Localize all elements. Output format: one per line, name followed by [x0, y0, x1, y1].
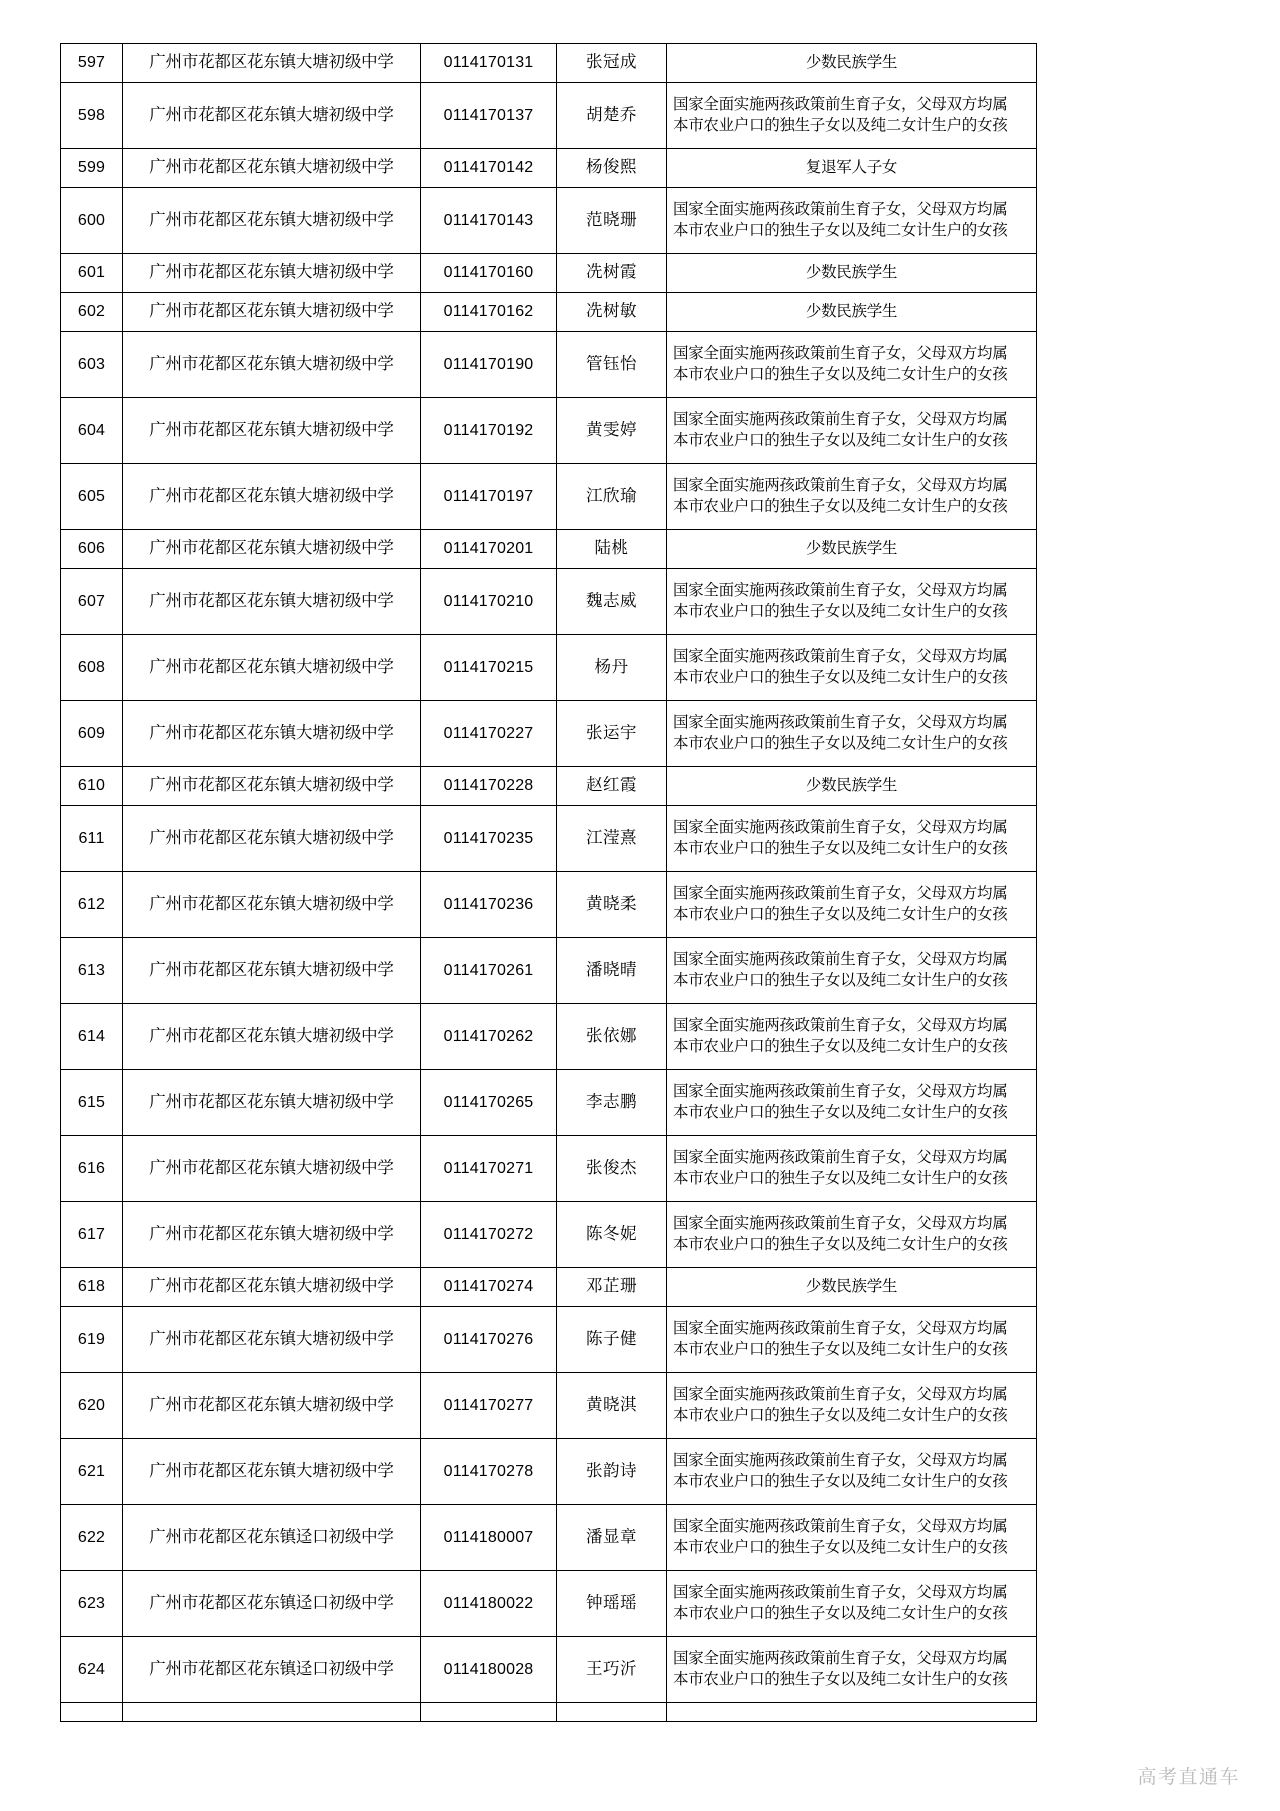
row-index-cell: 622 — [61, 1505, 123, 1571]
table-row — [61, 1202, 1037, 1268]
row-index-cell: 607 — [61, 569, 123, 635]
school-name-cell: 广州市花都区花东镇大塘初级中学 — [123, 530, 421, 569]
reason-line-1: 国家全面实施两孩政策前生育子女，父母双方均属 — [673, 582, 1008, 600]
table-row — [61, 530, 1037, 569]
student-id-cell: 0114170131 — [421, 44, 557, 83]
row-index-cell: 608 — [61, 635, 123, 701]
student-name-cell: 张运宇 — [557, 701, 667, 767]
student-name-cell: 黄雯婷 — [557, 398, 667, 464]
student-name-cell: 张俊杰 — [557, 1136, 667, 1202]
reason-line-1: 国家全面实施两孩政策前生育子女，父母双方均属 — [673, 885, 1008, 903]
row-index-cell: 618 — [61, 1268, 123, 1307]
partial-cell — [557, 1703, 667, 1722]
student-id-cell: 0114170278 — [421, 1439, 557, 1505]
table-row — [61, 701, 1037, 767]
school-name-cell: 广州市花都区花东镇大塘初级中学 — [123, 1136, 421, 1202]
reason-line-2: 本市农业户口的独生子女以及纯二女计生户的女孩 — [673, 1037, 1008, 1055]
reason-line-2: 本市农业户口的独生子女以及纯二女计生户的女孩 — [673, 734, 1008, 752]
partial-cell — [667, 1703, 1037, 1722]
row-index-cell: 623 — [61, 1571, 123, 1637]
reason-cell: 复退军人子女 — [667, 149, 1037, 188]
table-row — [61, 44, 1037, 83]
row-index-cell: 600 — [61, 188, 123, 254]
table-row — [61, 1637, 1037, 1703]
reason-cell — [667, 83, 1037, 149]
reason-line-2: 本市农业户口的独生子女以及纯二女计生户的女孩 — [673, 1169, 1008, 1187]
row-index-cell: 597 — [61, 44, 123, 83]
reason-line-1: 国家全面实施两孩政策前生育子女，父母双方均属 — [673, 951, 1008, 969]
reason-line-2: 本市农业户口的独生子女以及纯二女计生户的女孩 — [673, 1670, 1008, 1688]
student-name-cell: 李志鹏 — [557, 1070, 667, 1136]
student-id-cell: 0114170137 — [421, 83, 557, 149]
school-name-cell: 广州市花都区花东镇大塘初级中学 — [123, 806, 421, 872]
school-name-cell: 广州市花都区花东镇大塘初级中学 — [123, 872, 421, 938]
student-name-cell: 管钰怡 — [557, 332, 667, 398]
table-row — [61, 1136, 1037, 1202]
reason-line-1: 国家全面实施两孩政策前生育子女，父母双方均属 — [673, 411, 1008, 429]
student-id-cell: 0114170162 — [421, 293, 557, 332]
student-name-cell: 张韵诗 — [557, 1439, 667, 1505]
reason-cell — [667, 1136, 1037, 1202]
school-name-cell: 广州市花都区花东镇大塘初级中学 — [123, 1373, 421, 1439]
reason-cell — [667, 938, 1037, 1004]
reason-cell — [667, 1307, 1037, 1373]
partial-cell — [421, 1703, 557, 1722]
reason-line-2: 本市农业户口的独生子女以及纯二女计生户的女孩 — [673, 1538, 1008, 1556]
reason-cell — [667, 398, 1037, 464]
reason-cell — [667, 872, 1037, 938]
reason-cell — [667, 701, 1037, 767]
reason-line-1: 国家全面实施两孩政策前生育子女，父母双方均属 — [673, 1017, 1008, 1035]
student-id-cell: 0114170277 — [421, 1373, 557, 1439]
partial-cell — [61, 1703, 123, 1722]
reason-cell — [667, 1004, 1037, 1070]
student-id-cell: 0114170192 — [421, 398, 557, 464]
reason-line-2: 本市农业户口的独生子女以及纯二女计生户的女孩 — [673, 1235, 1008, 1253]
reason-cell — [667, 1439, 1037, 1505]
student-name-cell: 潘显章 — [557, 1505, 667, 1571]
student-id-cell: 0114170265 — [421, 1070, 557, 1136]
row-index-cell: 612 — [61, 872, 123, 938]
school-name-cell: 广州市花都区花东镇大塘初级中学 — [123, 149, 421, 188]
school-name-cell: 广州市花都区花东镇大塘初级中学 — [123, 1004, 421, 1070]
reason-cell: 少数民族学生 — [667, 254, 1037, 293]
row-index-cell: 614 — [61, 1004, 123, 1070]
reason-cell: 少数民族学生 — [667, 767, 1037, 806]
student-id-cell: 0114170228 — [421, 767, 557, 806]
school-name-cell: 广州市花都区花东镇大塘初级中学 — [123, 464, 421, 530]
reason-cell: 少数民族学生 — [667, 44, 1037, 83]
reason-line-2: 本市农业户口的独生子女以及纯二女计生户的女孩 — [673, 839, 1008, 857]
row-index-cell: 598 — [61, 83, 123, 149]
table-row — [61, 1571, 1037, 1637]
reason-line-1: 国家全面实施两孩政策前生育子女，父母双方均属 — [673, 1650, 1008, 1668]
row-index-cell: 615 — [61, 1070, 123, 1136]
roster-table-body — [61, 44, 1037, 1722]
reason-line-2: 本市农业户口的独生子女以及纯二女计生户的女孩 — [673, 1472, 1008, 1490]
student-name-cell: 陆桃 — [557, 530, 667, 569]
table-row — [61, 149, 1037, 188]
table-row — [61, 83, 1037, 149]
reason-cell — [667, 1070, 1037, 1136]
student-name-cell: 黄晓淇 — [557, 1373, 667, 1439]
row-index-cell: 605 — [61, 464, 123, 530]
reason-cell — [667, 569, 1037, 635]
student-id-cell: 0114170262 — [421, 1004, 557, 1070]
table-row — [61, 872, 1037, 938]
table-row — [61, 569, 1037, 635]
student-id-cell: 0114170160 — [421, 254, 557, 293]
watermark: 高考直通车 — [1137, 1767, 1240, 1788]
school-name-cell: 广州市花都区花东镇迳口初级中学 — [123, 1637, 421, 1703]
student-id-cell: 0114180022 — [421, 1571, 557, 1637]
table-row — [61, 332, 1037, 398]
reason-line-2: 本市农业户口的独生子女以及纯二女计生户的女孩 — [673, 431, 1008, 449]
student-id-cell: 0114170227 — [421, 701, 557, 767]
reason-cell: 少数民族学生 — [667, 293, 1037, 332]
row-index-cell: 603 — [61, 332, 123, 398]
school-name-cell: 广州市花都区花东镇迳口初级中学 — [123, 1505, 421, 1571]
reason-line-1: 国家全面实施两孩政策前生育子女，父母双方均属 — [673, 345, 1008, 363]
row-index-cell: 601 — [61, 254, 123, 293]
row-index-cell: 613 — [61, 938, 123, 1004]
table-row — [61, 635, 1037, 701]
student-id-cell: 0114170276 — [421, 1307, 557, 1373]
row-index-cell: 599 — [61, 149, 123, 188]
roster-table — [60, 43, 1037, 1722]
reason-cell — [667, 464, 1037, 530]
reason-cell — [667, 1637, 1037, 1703]
reason-line-2: 本市农业户口的独生子女以及纯二女计生户的女孩 — [673, 1103, 1008, 1121]
student-name-cell: 江滢熹 — [557, 806, 667, 872]
student-name-cell: 杨丹 — [557, 635, 667, 701]
table-row — [61, 1004, 1037, 1070]
row-index-cell: 621 — [61, 1439, 123, 1505]
student-name-cell: 潘晓晴 — [557, 938, 667, 1004]
school-name-cell: 广州市花都区花东镇大塘初级中学 — [123, 767, 421, 806]
row-index-cell: 620 — [61, 1373, 123, 1439]
table-row — [61, 1373, 1037, 1439]
reason-line-1: 国家全面实施两孩政策前生育子女，父母双方均属 — [673, 819, 1008, 837]
reason-cell — [667, 1202, 1037, 1268]
student-name-cell: 王巧沂 — [557, 1637, 667, 1703]
student-name-cell: 陈子健 — [557, 1307, 667, 1373]
row-index-cell: 611 — [61, 806, 123, 872]
reason-cell: 少数民族学生 — [667, 1268, 1037, 1307]
reason-line-2: 本市农业户口的独生子女以及纯二女计生户的女孩 — [673, 497, 1008, 515]
row-index-cell: 604 — [61, 398, 123, 464]
table-row — [61, 1268, 1037, 1307]
school-name-cell: 广州市花都区花东镇大塘初级中学 — [123, 254, 421, 293]
table-row — [61, 293, 1037, 332]
school-name-cell: 广州市花都区花东镇大塘初级中学 — [123, 1268, 421, 1307]
school-name-cell: 广州市花都区花东镇大塘初级中学 — [123, 938, 421, 1004]
row-index-cell: 602 — [61, 293, 123, 332]
student-name-cell: 胡楚乔 — [557, 83, 667, 149]
reason-line-1: 国家全面实施两孩政策前生育子女，父母双方均属 — [673, 1083, 1008, 1101]
reason-cell — [667, 806, 1037, 872]
table-row — [61, 1307, 1037, 1373]
school-name-cell: 广州市花都区花东镇迳口初级中学 — [123, 1571, 421, 1637]
reason-line-2: 本市农业户口的独生子女以及纯二女计生户的女孩 — [673, 905, 1008, 923]
reason-cell — [667, 1373, 1037, 1439]
reason-line-2: 本市农业户口的独生子女以及纯二女计生户的女孩 — [673, 602, 1008, 620]
school-name-cell: 广州市花都区花东镇大塘初级中学 — [123, 569, 421, 635]
reason-line-2: 本市农业户口的独生子女以及纯二女计生户的女孩 — [673, 365, 1008, 383]
reason-line-1: 国家全面实施两孩政策前生育子女，父母双方均属 — [673, 477, 1008, 495]
student-name-cell: 钟瑶瑶 — [557, 1571, 667, 1637]
school-name-cell: 广州市花都区花东镇大塘初级中学 — [123, 188, 421, 254]
reason-line-1: 国家全面实施两孩政策前生育子女，父母双方均属 — [673, 1215, 1008, 1233]
table-row — [61, 806, 1037, 872]
reason-cell — [667, 1571, 1037, 1637]
partial-cell — [123, 1703, 421, 1722]
school-name-cell: 广州市花都区花东镇大塘初级中学 — [123, 332, 421, 398]
school-name-cell: 广州市花都区花东镇大塘初级中学 — [123, 1439, 421, 1505]
student-name-cell: 黄晓柔 — [557, 872, 667, 938]
student-name-cell: 赵红霞 — [557, 767, 667, 806]
roster-table-container — [60, 43, 1036, 1722]
row-index-cell: 624 — [61, 1637, 123, 1703]
reason-cell: 少数民族学生 — [667, 530, 1037, 569]
table-row — [61, 767, 1037, 806]
reason-line-1: 国家全面实施两孩政策前生育子女，父母双方均属 — [673, 648, 1008, 666]
student-id-cell: 0114170142 — [421, 149, 557, 188]
student-id-cell: 0114170143 — [421, 188, 557, 254]
student-name-cell: 魏志威 — [557, 569, 667, 635]
school-name-cell: 广州市花都区花东镇大塘初级中学 — [123, 701, 421, 767]
school-name-cell: 广州市花都区花东镇大塘初级中学 — [123, 83, 421, 149]
reason-line-2: 本市农业户口的独生子女以及纯二女计生户的女孩 — [673, 1340, 1008, 1358]
school-name-cell: 广州市花都区花东镇大塘初级中学 — [123, 293, 421, 332]
reason-line-1: 国家全面实施两孩政策前生育子女，父母双方均属 — [673, 1386, 1008, 1404]
student-id-cell: 0114170190 — [421, 332, 557, 398]
student-id-cell: 0114170272 — [421, 1202, 557, 1268]
student-id-cell: 0114170271 — [421, 1136, 557, 1202]
student-name-cell: 范晓珊 — [557, 188, 667, 254]
school-name-cell: 广州市花都区花东镇大塘初级中学 — [123, 635, 421, 701]
reason-line-1: 国家全面实施两孩政策前生育子女，父母双方均属 — [673, 1149, 1008, 1167]
school-name-cell: 广州市花都区花东镇大塘初级中学 — [123, 1202, 421, 1268]
school-name-cell: 广州市花都区花东镇大塘初级中学 — [123, 398, 421, 464]
table-row — [61, 1505, 1037, 1571]
reason-cell — [667, 1505, 1037, 1571]
table-row — [61, 188, 1037, 254]
reason-line-1: 国家全面实施两孩政策前生育子女，父母双方均属 — [673, 1452, 1008, 1470]
school-name-cell: 广州市花都区花东镇大塘初级中学 — [123, 1307, 421, 1373]
reason-line-1: 国家全面实施两孩政策前生育子女，父母双方均属 — [673, 1320, 1008, 1338]
row-index-cell: 606 — [61, 530, 123, 569]
row-index-cell: 609 — [61, 701, 123, 767]
reason-line-1: 国家全面实施两孩政策前生育子女，父母双方均属 — [673, 96, 1008, 114]
student-name-cell: 邓芷珊 — [557, 1268, 667, 1307]
table-row — [61, 938, 1037, 1004]
student-name-cell: 张冠成 — [557, 44, 667, 83]
reason-cell — [667, 188, 1037, 254]
student-id-cell: 0114170197 — [421, 464, 557, 530]
table-row — [61, 1070, 1037, 1136]
student-name-cell: 冼树霞 — [557, 254, 667, 293]
student-id-cell: 0114170274 — [421, 1268, 557, 1307]
student-id-cell: 0114170210 — [421, 569, 557, 635]
table-row — [61, 398, 1037, 464]
reason-line-1: 国家全面实施两孩政策前生育子女，父母双方均属 — [673, 201, 1008, 219]
student-name-cell: 冼树敏 — [557, 293, 667, 332]
table-row — [61, 1439, 1037, 1505]
reason-line-2: 本市农业户口的独生子女以及纯二女计生户的女孩 — [673, 1604, 1008, 1622]
reason-line-2: 本市农业户口的独生子女以及纯二女计生户的女孩 — [673, 221, 1008, 239]
student-name-cell: 张依娜 — [557, 1004, 667, 1070]
student-id-cell: 0114170235 — [421, 806, 557, 872]
student-id-cell: 0114170201 — [421, 530, 557, 569]
student-id-cell: 0114170261 — [421, 938, 557, 1004]
reason-cell — [667, 635, 1037, 701]
school-name-cell: 广州市花都区花东镇大塘初级中学 — [123, 1070, 421, 1136]
student-name-cell: 杨俊熙 — [557, 149, 667, 188]
reason-line-2: 本市农业户口的独生子女以及纯二女计生户的女孩 — [673, 971, 1008, 989]
student-id-cell: 0114180007 — [421, 1505, 557, 1571]
table-row — [61, 464, 1037, 530]
reason-line-1: 国家全面实施两孩政策前生育子女，父母双方均属 — [673, 1518, 1008, 1536]
table-row — [61, 254, 1037, 293]
student-id-cell: 0114170236 — [421, 872, 557, 938]
school-name-cell: 广州市花都区花东镇大塘初级中学 — [123, 44, 421, 83]
student-name-cell: 陈冬妮 — [557, 1202, 667, 1268]
row-index-cell: 616 — [61, 1136, 123, 1202]
reason-line-2: 本市农业户口的独生子女以及纯二女计生户的女孩 — [673, 668, 1008, 686]
reason-line-2: 本市农业户口的独生子女以及纯二女计生户的女孩 — [673, 1406, 1008, 1424]
reason-line-1: 国家全面实施两孩政策前生育子女，父母双方均属 — [673, 1584, 1008, 1602]
student-id-cell: 0114180028 — [421, 1637, 557, 1703]
row-index-cell: 610 — [61, 767, 123, 806]
student-id-cell: 0114170215 — [421, 635, 557, 701]
row-index-cell: 619 — [61, 1307, 123, 1373]
table-row-partial — [61, 1703, 1037, 1722]
reason-line-2: 本市农业户口的独生子女以及纯二女计生户的女孩 — [673, 116, 1008, 134]
reason-line-1: 国家全面实施两孩政策前生育子女，父母双方均属 — [673, 714, 1008, 732]
student-name-cell: 江欣瑜 — [557, 464, 667, 530]
row-index-cell: 617 — [61, 1202, 123, 1268]
reason-cell — [667, 332, 1037, 398]
